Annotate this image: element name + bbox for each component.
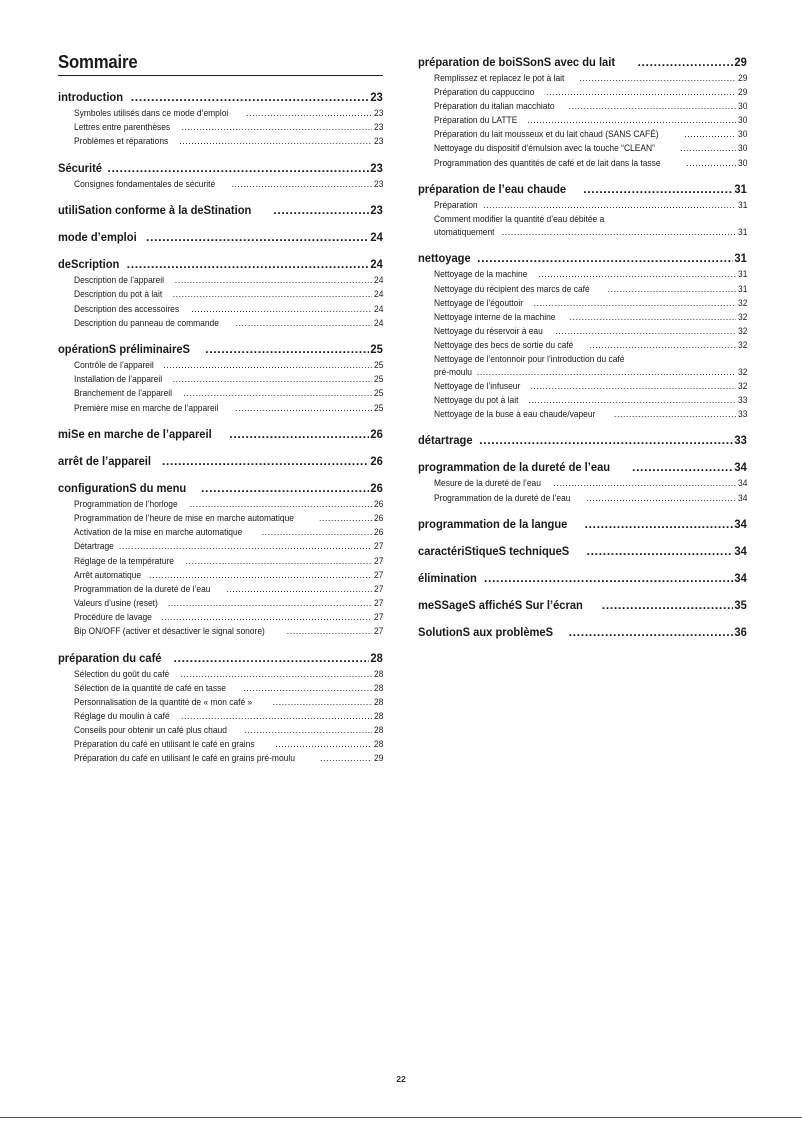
toc-entry-label: Programmation des quantités de café et de lait dans la tasse: [434, 156, 661, 168]
dot-leader: [205, 342, 369, 356]
dot-leader: [569, 625, 733, 639]
toc-entry-label: Préparation: [434, 199, 478, 211]
toc-entry-page: 33: [734, 433, 747, 448]
toc-entry-label: Procédure de lavage: [74, 610, 152, 622]
dot-leader: [608, 283, 737, 296]
toc-entry-page: 23: [370, 90, 383, 104]
toc-entry-label: Préparation du LATTE: [434, 114, 518, 126]
dot-leader: [483, 199, 736, 212]
toc-entry-page: 28: [373, 667, 383, 679]
dot-leader: [589, 339, 736, 352]
toc-entry-page: 34: [734, 571, 747, 586]
toc-entry-label: Sélection du goût du café: [74, 667, 170, 679]
dot-leader: [555, 325, 736, 338]
dot-leader: [680, 142, 736, 155]
toc-entry-sub[interactable]: [434, 157, 747, 170]
dot-leader: [632, 460, 733, 474]
toc-entry-sub[interactable]: [74, 710, 383, 723]
dot-leader: [586, 492, 736, 505]
toc-entry-label: Nettoyage du pot à lait: [434, 393, 519, 405]
dot-leader: [579, 72, 736, 85]
toc-entry-section[interactable]: [58, 427, 383, 441]
toc-entry-page: 23: [373, 107, 383, 118]
dot-leader: [527, 114, 736, 127]
dot-leader: [602, 598, 733, 612]
toc-entry-page: 28: [373, 695, 383, 707]
toc-entry-page: 24: [370, 230, 383, 245]
toc-entry-sub[interactable]: [434, 492, 747, 505]
toc-entry-label: SolutionS aux problèmeS: [418, 625, 554, 640]
toc-entry-page: 32: [737, 365, 747, 377]
toc-entry-section[interactable]: [58, 651, 383, 665]
toc-entry-label: préparation de l’eau chaude: [418, 182, 567, 197]
toc-entry-page: 27: [373, 568, 383, 580]
dot-leader: [127, 257, 369, 271]
dot-leader: [149, 569, 372, 582]
toc-entry-label: Nettoyage des becs de sortie du café: [434, 338, 574, 350]
toc-entry-label: Détartrage: [74, 540, 114, 552]
toc-entry-label: Préparation du café en utilisant le café en grains pré-moulu: [74, 752, 295, 764]
page-title: Sommaire: [58, 52, 138, 72]
toc-entry-label: Programmation de l’heure de mise en marche automatique: [74, 512, 294, 524]
toc-entry-page: 29: [373, 752, 383, 764]
toc-entry-label: Nettoyage du récipient des marcs de café: [434, 282, 590, 294]
toc-entry-label: mode d’emploi: [58, 230, 137, 245]
toc-column-left: [58, 0, 383, 765]
toc-entry-sub[interactable]: [434, 268, 747, 281]
toc-entry-sub[interactable]: [74, 498, 383, 511]
toc-entry-page: 32: [737, 296, 747, 308]
dot-leader: [538, 268, 736, 281]
toc-entry-page: 32: [737, 338, 747, 350]
toc-entry-section[interactable]: [418, 460, 747, 474]
toc-entry-section[interactable]: [418, 544, 747, 558]
toc-entry-label: Problèmes et réparations: [74, 135, 169, 147]
toc-entry-page: 30: [737, 142, 747, 154]
toc-entry-sub[interactable]: [74, 583, 383, 596]
toc-entry-page: 23: [370, 203, 383, 218]
toc-entry-page: 27: [373, 610, 383, 622]
page-number: 22: [396, 1074, 406, 1084]
toc-entry-sub[interactable]: [74, 512, 383, 525]
dot-leader: [484, 571, 733, 585]
toc-entry-label: Première mise en marche de l’appareil: [74, 401, 219, 413]
toc-entry-sub[interactable]: [74, 526, 383, 539]
toc-entry-sub[interactable]: [434, 477, 747, 490]
toc-entry-page: 31: [737, 199, 747, 211]
toc-entry-page: 28: [373, 709, 383, 721]
toc-entry-label: Nettoyage du dispositif d’émulsion avec la touche “CLEAN”: [434, 142, 655, 154]
toc-entry-label: meSSageS affichéS Sur l’écran: [418, 598, 583, 613]
toc-entry-page: 30: [737, 114, 747, 126]
dot-leader: [229, 427, 368, 441]
toc-entry-sub[interactable]: [74, 373, 383, 386]
toc-entry-page: 31: [737, 268, 747, 280]
dot-leader: [637, 55, 732, 69]
toc-entry-page: 31: [734, 251, 747, 266]
toc-entry-label: Contrôle de l’appareil: [74, 359, 154, 371]
toc-entry-label: Préparation du cappuccino: [434, 86, 535, 98]
toc-entry-label: caractériStiqueS techniqueS: [418, 544, 570, 559]
dot-leader: [107, 161, 368, 175]
toc-entry-sub[interactable]: [434, 297, 747, 310]
toc-entry-section[interactable]: [58, 342, 383, 356]
toc-entry-section[interactable]: [418, 598, 747, 612]
toc-entry-page: 24: [373, 274, 383, 286]
dot-leader: [546, 86, 736, 99]
dot-leader: [275, 738, 372, 751]
toc-entry-sub[interactable]: [74, 121, 383, 134]
dot-leader: [235, 402, 372, 415]
toc-entry-sub[interactable]: [434, 199, 747, 212]
toc-entry-page: 35: [734, 598, 747, 613]
toc-entry-page: 23: [373, 121, 383, 133]
dot-leader: [161, 611, 372, 624]
toc-entry-page: 24: [373, 316, 383, 328]
dot-leader: [583, 182, 733, 196]
toc-entry-label: Sélection de la quantité de café en tasse: [74, 681, 226, 693]
toc-entry-label-text: pré-moulu: [434, 365, 472, 377]
toc-entry-label: configurationS du menu: [58, 481, 187, 496]
toc-entry-page: 26: [370, 454, 383, 469]
toc-entry-sub[interactable]: [434, 408, 747, 421]
dot-leader: [587, 544, 733, 558]
dot-leader: [162, 454, 369, 468]
toc-entry-label: Description de l’appareil: [74, 274, 165, 286]
dot-leader: [168, 597, 372, 610]
toc-entry-label: Programmation de l’horloge: [74, 498, 178, 510]
toc-entry-label: Mesure de la dureté de l’eau: [434, 477, 541, 489]
toc-entry-page: 30: [737, 100, 747, 112]
toc-entry-label: nettoyage: [418, 251, 471, 266]
toc-entry-label: Nettoyage de l’entonnoir pour l’introduction du café: [434, 353, 625, 364]
dot-leader: [320, 752, 372, 765]
toc-entry-page: 29: [737, 72, 747, 83]
toc-entry-label-continued: [434, 226, 747, 239]
toc-entry-page: 23: [370, 160, 383, 175]
toc-entry-label: Bip ON/OFF (activer et désactiver le signal sonore): [74, 624, 265, 636]
toc-entry-label: deScription: [58, 257, 120, 272]
toc-entry-label-continued: [434, 366, 747, 379]
toc-entry-label: opérationS préliminaireS: [58, 342, 191, 357]
toc-entry-label: Description du pot à lait: [74, 288, 163, 300]
toc-entry-label: Préparation du italian macchiato: [434, 100, 555, 112]
toc-entry-label: élimination: [418, 571, 477, 586]
toc-entry-page: 26: [373, 526, 383, 538]
toc-entry-page: 25: [373, 401, 383, 413]
toc-entry-sub[interactable]: [74, 288, 383, 301]
toc-entry-sub[interactable]: [434, 380, 747, 393]
toc-entry-page: 32: [737, 324, 747, 336]
toc-entry-sub[interactable]: [434, 72, 747, 85]
toc-entry-label: Conseils pour obtenir un café plus chaud: [74, 723, 227, 735]
dot-leader: [146, 230, 369, 244]
dot-leader: [569, 311, 736, 324]
toc-entry-label: Consignes fondamentales de sécurité: [74, 177, 216, 189]
toc-entry-page: 28: [370, 650, 383, 665]
toc-entry-page: 26: [373, 512, 383, 524]
toc-entry-page: 25: [373, 359, 383, 371]
dot-leader: [175, 274, 373, 287]
dot-leader: [686, 157, 736, 170]
dot-leader: [191, 303, 372, 316]
toc-entry-sub[interactable]: [74, 135, 383, 148]
toc-entry-page: 33: [737, 393, 747, 405]
dot-leader: [477, 366, 736, 379]
dot-leader: [262, 526, 372, 539]
toc-entry-page: 25: [370, 342, 383, 357]
toc-entry-sub[interactable]: [74, 107, 383, 120]
toc-entry-sub[interactable]: [74, 724, 383, 737]
toc-entry-section[interactable]: [418, 625, 747, 639]
toc-entry-label: Nettoyage de la machine: [434, 268, 528, 280]
toc-entry-label: Personnalisation de la quantité de « mon café »: [74, 695, 253, 707]
toc-entry-label: Programmation de la dureté de l’eau: [434, 491, 571, 503]
toc-entry-label: Activation de la mise en marche automatique: [74, 526, 243, 538]
toc-entry-page: 25: [373, 387, 383, 399]
toc-entry-page: 29: [737, 86, 747, 98]
toc-entry-label: arrêt de l’appareil: [58, 454, 151, 469]
toc-entry-sub[interactable]: [74, 274, 383, 287]
toc-entry-page: 34: [734, 517, 747, 532]
toc-entry-page: 36: [734, 625, 747, 640]
toc-entry-label: Nettoyage interne de la machine: [434, 310, 556, 322]
toc-entry-sub[interactable]: [74, 611, 383, 624]
toc-entry-label: Nettoyage de la buse à eau chaude/vapeur: [434, 407, 596, 419]
toc-entry-label: Description des accessoires: [74, 302, 180, 314]
toc-entry-sub[interactable]: [74, 597, 383, 610]
toc-entry-label: Réglage de la température: [74, 554, 174, 566]
toc-entry-sub[interactable]: [74, 402, 383, 415]
page-bottom-rule: [0, 1117, 802, 1118]
dot-leader: [119, 540, 372, 553]
toc-entry-section[interactable]: [58, 454, 383, 468]
toc-entry-page: 26: [370, 481, 383, 496]
toc-entry-section[interactable]: [418, 433, 747, 447]
dot-leader: [163, 359, 372, 372]
toc-entry-section[interactable]: [418, 571, 747, 585]
toc-entry-section[interactable]: [418, 55, 747, 69]
toc-entry-page: 32: [737, 379, 747, 391]
dot-leader: [534, 297, 737, 310]
dot-leader: [584, 517, 732, 531]
toc-entry-page: 26: [373, 498, 383, 510]
toc-entry-sub[interactable]: [74, 317, 383, 330]
toc-entry-page: 26: [370, 427, 383, 442]
dot-leader: [236, 317, 373, 330]
toc-entry-sub[interactable]: [74, 555, 383, 568]
toc-entry-label: préparation du café: [58, 650, 162, 665]
dot-leader: [287, 625, 373, 638]
dot-leader: [477, 251, 733, 265]
toc-entry-page: 23: [373, 177, 383, 189]
toc-entry-page: 34: [737, 477, 747, 489]
toc-entry-label: Arrêt automatique: [74, 568, 142, 580]
toc-entry-page: 27: [373, 582, 383, 594]
toc-entry-label: Lettres entre parenthèses: [74, 121, 171, 133]
toc-entry-label: miSe en marche de l’appareil: [58, 427, 212, 442]
dot-leader: [502, 226, 736, 239]
toc-entry-label: Comment modifier la quantité d’eau débitée a: [434, 213, 605, 225]
toc-entry-label: Préparation du lait mousseux et du lait chaud (SANS CAFÉ): [434, 128, 659, 140]
dot-leader: [243, 682, 372, 695]
toc-entry-page: 34: [734, 544, 747, 559]
dot-leader: [568, 100, 736, 113]
toc-entry-section[interactable]: [58, 161, 383, 175]
toc-entry-sub[interactable]: [434, 325, 747, 338]
toc-entry-page: 31: [734, 182, 747, 197]
toc-entry-page: 27: [373, 596, 383, 608]
toc-entry-label: programmation de la dureté de l’eau: [418, 460, 611, 475]
toc-entry-page: 31: [737, 225, 747, 237]
toc-entry-page: 33: [737, 407, 747, 419]
dot-leader: [183, 387, 372, 400]
toc-entry-page: 27: [373, 624, 383, 636]
toc-entry-sub[interactable]: [434, 114, 747, 127]
dot-leader: [173, 651, 368, 665]
toc-entry-sub[interactable]: [74, 668, 383, 681]
toc-column-right: [418, 0, 747, 639]
toc-entry-sub[interactable]: [434, 86, 747, 99]
toc-entry-section[interactable]: [58, 257, 383, 271]
toc-entry-page: 30: [737, 128, 747, 140]
toc-entry-label: détartrage: [418, 433, 473, 448]
toc-entry-sub[interactable]: [74, 540, 383, 553]
toc-entry-label: Description du panneau de commande: [74, 316, 219, 328]
toc-entry-label: Remplissez et replacez le pot à lait: [434, 72, 565, 83]
dot-leader: [528, 394, 736, 407]
toc-entry-label: Installation de l’appareil: [74, 373, 163, 385]
toc-entry-sub[interactable]: [74, 752, 383, 765]
dot-leader: [273, 696, 373, 709]
toc-entry-sub[interactable]: [74, 696, 383, 709]
toc-entry-section[interactable]: [58, 90, 383, 104]
toc-entry-section[interactable]: [418, 182, 747, 196]
toc-entry-sub[interactable]: [434, 394, 747, 407]
dot-leader: [181, 710, 372, 723]
dot-leader: [226, 583, 372, 596]
toc-entry-page: 29: [734, 55, 747, 69]
toc-entry-sub[interactable]: [434, 283, 747, 296]
dot-leader: [231, 178, 372, 191]
toc-entry-sub[interactable]: [74, 359, 383, 372]
toc-entry-section[interactable]: [58, 230, 383, 244]
toc-entry-page: 25: [373, 373, 383, 385]
toc-entry-label: Préparation du café en utilisant le café en grains: [74, 738, 255, 750]
toc-entry-label: Réglage du moulin à café: [74, 709, 170, 721]
toc-entry-page: 28: [373, 681, 383, 693]
toc-entry-label-text: utomatiquement: [434, 225, 495, 237]
dot-leader: [180, 668, 372, 681]
toc-entry-section[interactable]: [418, 251, 747, 265]
toc-entry-sub[interactable]: [434, 213, 747, 238]
toc-entry-label: utiliSation conforme à la deStination: [58, 203, 252, 218]
dot-leader: [186, 555, 373, 568]
toc-entry-page: 27: [373, 554, 383, 566]
toc-entry-page: 28: [373, 723, 383, 735]
toc-entry-label: Branchement de l’appareil: [74, 387, 173, 399]
toc-entry-sub[interactable]: [74, 387, 383, 400]
dot-leader: [319, 512, 372, 525]
toc-entry-page: 34: [734, 460, 747, 475]
toc-entry-label: Nettoyage du réservoir à eau: [434, 324, 543, 336]
toc-entry-page: 28: [373, 738, 383, 750]
dot-leader: [479, 433, 733, 447]
toc-entry-sub[interactable]: [434, 100, 747, 113]
toc-entry-label: introduction: [58, 90, 124, 104]
dot-leader: [172, 288, 372, 301]
toc-entry-sub[interactable]: [74, 569, 383, 582]
dot-leader: [172, 373, 372, 386]
toc-entry-page: 32: [737, 310, 747, 322]
toc-entry-page: 27: [373, 540, 383, 552]
toc-entry-page: 31: [737, 282, 747, 294]
dot-leader: [131, 90, 369, 104]
toc-entry-page: 24: [373, 288, 383, 300]
dot-leader: [181, 121, 372, 134]
dot-leader: [201, 481, 369, 495]
dot-leader: [614, 408, 736, 421]
toc-entry-sub[interactable]: [434, 142, 747, 155]
toc-entry-page: 30: [737, 156, 747, 168]
toc-entry-label: Programmation de la dureté de l’eau: [74, 582, 211, 594]
toc-entry-sub[interactable]: [74, 738, 383, 751]
dot-leader: [684, 128, 736, 141]
toc-entry-label: Nettoyage de l’infuseur: [434, 379, 521, 391]
toc-entry-section[interactable]: [58, 481, 383, 495]
dot-leader: [179, 135, 372, 148]
toc-entry-section[interactable]: [418, 517, 747, 531]
toc-entry-section[interactable]: [58, 203, 383, 217]
dot-leader: [273, 203, 368, 217]
dot-leader: [553, 477, 736, 490]
toc-entry-label: Symboles utilisés dans ce mode d’emploi: [74, 107, 229, 118]
dot-leader: [244, 724, 372, 737]
toc-entry-sub[interactable]: [74, 303, 383, 316]
toc-entry-sub[interactable]: [434, 339, 747, 352]
toc-entry-label: préparation de boiSSonS avec du lait: [418, 55, 616, 69]
toc-entry-label: Sécurité: [58, 160, 103, 175]
toc-entry-sub[interactable]: [74, 178, 383, 191]
toc-entry-sub[interactable]: [74, 682, 383, 695]
dot-leader: [190, 498, 372, 511]
toc-entry-sub[interactable]: [434, 353, 747, 378]
toc-entry-sub[interactable]: [74, 625, 383, 638]
toc-entry-label: programmation de la langue: [418, 517, 568, 532]
toc-entry-page: 34: [737, 491, 747, 503]
toc-entry-label: Nettoyage de l’égouttoir: [434, 296, 524, 308]
toc-entry-label: Valeurs d’usine (reset): [74, 596, 158, 608]
dot-leader: [246, 107, 372, 120]
toc-entry-sub[interactable]: [434, 128, 747, 141]
toc-entry-page: 24: [370, 257, 383, 272]
toc-entry-sub[interactable]: [434, 311, 747, 324]
dot-leader: [530, 380, 736, 393]
toc-entry-page: 24: [373, 302, 383, 314]
toc-entry-page: 23: [373, 135, 383, 147]
